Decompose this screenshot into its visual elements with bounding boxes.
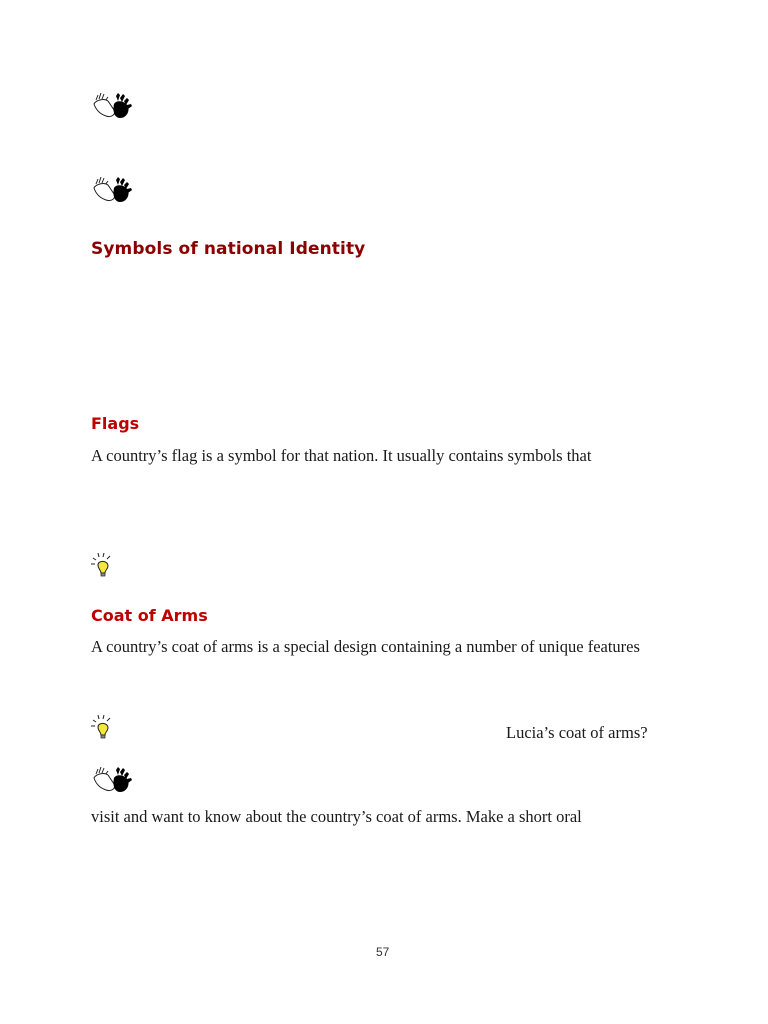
lightbulb-icon bbox=[90, 552, 116, 583]
coat-of-arms-question: Lucia’s coat of arms? bbox=[506, 723, 648, 742]
activity-text: visit and want to know about the country’s coat of arms. Make a short oral bbox=[91, 807, 582, 826]
page-number: 57 bbox=[376, 945, 390, 959]
hands-icon bbox=[90, 92, 136, 125]
page-title: Symbols of national Identity bbox=[91, 239, 366, 259]
hands-icon bbox=[90, 766, 136, 799]
coat-of-arms-text: A country’s coat of arms is a special design containing a number of unique features bbox=[91, 637, 640, 656]
flags-text: A country’s flag is a symbol for that nation. It usually contains symbols that bbox=[91, 446, 592, 465]
hands-icon bbox=[90, 176, 136, 209]
lightbulb-icon bbox=[90, 714, 116, 745]
flags-heading: Flags bbox=[91, 414, 140, 433]
coat-of-arms-heading: Coat of Arms bbox=[91, 606, 208, 625]
